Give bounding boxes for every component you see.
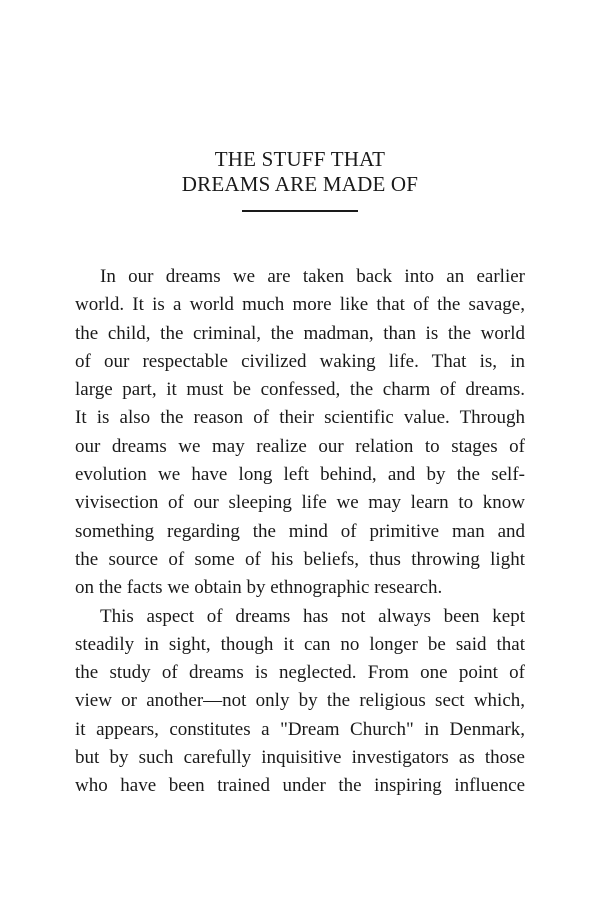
paragraph-2 bbox=[75, 603, 525, 801]
chapter-title bbox=[0, 147, 600, 197]
text-line: world. It is a world much more like that of the savage, bbox=[75, 294, 525, 316]
chapter-title-line-1: THE STUFF THAT bbox=[214, 147, 386, 171]
text-line: something regarding the mind of primitive man and bbox=[75, 520, 525, 542]
text-line: In our dreams we are taken back into an earlier bbox=[100, 266, 525, 287]
text-line: who have been trained under the inspiring influence bbox=[75, 775, 525, 797]
text-line: on the facts we obtain by ethnographic research. bbox=[75, 577, 443, 599]
text-line: the study of dreams is neglected. From one point of bbox=[75, 662, 525, 684]
text-line: the source of some of his beliefs, thus throwing light bbox=[75, 548, 525, 570]
text-line: the child, the criminal, the madman, than is the world bbox=[75, 322, 525, 344]
text-line: steadily in sight, though it can no longer be said that bbox=[75, 633, 525, 655]
text-line: our dreams we may realize our relation to stages of bbox=[75, 435, 525, 457]
text-line: This aspect of dreams has not always been kept bbox=[100, 605, 525, 627]
text-line: vivisection of our sleeping life we may learn to know bbox=[75, 492, 525, 514]
text-line: large part, it must be confessed, the charm of dreams. bbox=[75, 379, 525, 401]
chapter-body bbox=[75, 263, 525, 801]
text-line: it appears, constitutes a "Dream Church" in Denmark, bbox=[75, 718, 525, 740]
text-line: view or another—not only by the religious sect which, bbox=[75, 690, 525, 712]
text-line: but by such carefully inquisitive investigators as those bbox=[75, 747, 525, 769]
paragraph-1 bbox=[75, 263, 525, 603]
text-line: evolution we have long left behind, and by the self- bbox=[75, 464, 525, 486]
title-divider bbox=[242, 210, 358, 212]
text-line: of our respectable civilized waking life. That is, in bbox=[75, 350, 525, 372]
chapter-title-line-2: DREAMS ARE MADE OF bbox=[181, 172, 419, 196]
text-line: It is also the reason of their scientific value. Through bbox=[75, 407, 525, 429]
